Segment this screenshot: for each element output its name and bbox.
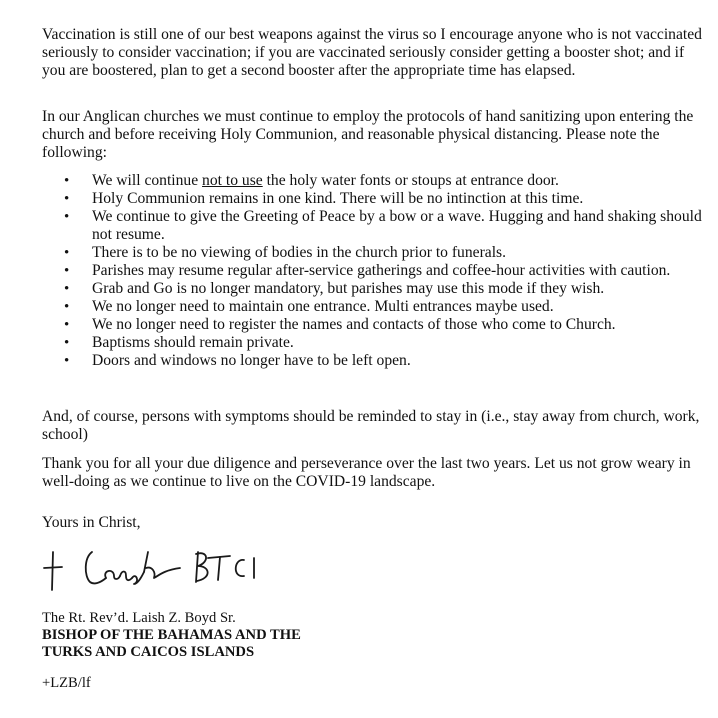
bullet-icon: • <box>64 353 70 369</box>
signatory-title-line1: BISHOP OF THE BAHAMAS AND THE <box>42 627 301 643</box>
list-item-text: Parishes may resume regular after-service gatherings and coffee-hour activities with caution. <box>92 262 671 279</box>
handwritten-signature <box>40 538 270 598</box>
signatory-name: The Rt. Rev’d. Laish Z. Boyd Sr. <box>42 610 236 626</box>
bullet-icon: • <box>64 317 70 333</box>
list-item <box>42 280 702 298</box>
list-item-text: We continue to give the Greeting of Peace by a bow or a wave. Hugging and hand shaking should not resume. <box>92 208 702 243</box>
bullet-icon: • <box>64 335 70 351</box>
list-item-text: We no longer need to maintain one entrance. Multi entrances maybe used. <box>92 298 554 315</box>
bullet-icon: • <box>64 191 70 207</box>
list-item <box>42 334 702 352</box>
closing-salutation: Yours in Christ, <box>42 514 141 531</box>
list-item <box>42 298 702 316</box>
protocol-list <box>42 172 702 370</box>
list-item <box>42 190 702 208</box>
bullet-icon: • <box>64 299 70 315</box>
signatory-title-line2: TURKS AND CAICOS ISLANDS <box>42 644 255 660</box>
paragraph-vaccination: Vaccination is still one of our best weapons against the virus so I encourage anyone who is not vaccinated seriously to consider vaccination; if you are vaccinated seriously consider getting a booster shot; and if you are boostered, plan to get a second booster after the appropriate time has elapsed. <box>42 26 702 79</box>
list-item <box>42 208 702 244</box>
list-item-text: We will continue not to use the holy water fonts or stoups at entrance door. <box>92 172 559 189</box>
underlined-text: not to use <box>202 172 263 189</box>
list-item <box>42 262 702 280</box>
paragraph-thanks: Thank you for all your due diligence and perseverance over the last two years. Let us not grow weary in well-doing as we continue to live on the COVID-19 landscape. <box>42 455 691 490</box>
bullet-icon: • <box>64 209 70 225</box>
list-item <box>42 172 702 190</box>
paragraph-protocols: In our Anglican churches we must continue to employ the protocols of hand sanitizing upon entering the church and before receiving Holy Communion, and reasonable physical distancing. Please note the following: <box>42 108 694 161</box>
list-item-text: We no longer need to register the names and contacts of those who come to Church. <box>92 316 616 333</box>
bullet-icon: • <box>64 263 70 279</box>
list-item <box>42 316 702 334</box>
list-item-text: There is to be no viewing of bodies in the church prior to funerals. <box>92 244 506 261</box>
bullet-icon: • <box>64 281 70 297</box>
bullet-icon: • <box>64 245 70 261</box>
list-item-text: Holy Communion remains in one kind. There will be no intinction at this time. <box>92 190 584 207</box>
bullet-icon: • <box>64 173 70 189</box>
list-item-text: Doors and windows no longer have to be left open. <box>92 352 411 369</box>
paragraph-symptoms: And, of course, persons with symptoms should be reminded to stay in (i.e., stay away from church, work, school) <box>42 408 700 443</box>
list-item <box>42 352 702 370</box>
list-item-text: Grab and Go is no longer mandatory, but parishes may use this mode if they wish. <box>92 280 605 297</box>
list-item <box>42 244 702 262</box>
signatory-block <box>42 610 301 661</box>
list-item-text: Baptisms should remain private. <box>92 334 294 351</box>
reference-initials: +LZB/lf <box>42 675 91 691</box>
